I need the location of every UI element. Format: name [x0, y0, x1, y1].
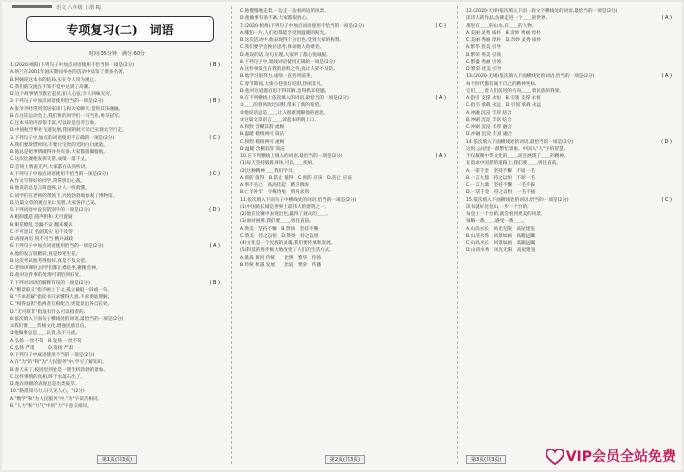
question-text [466, 8, 678, 255]
text-line: 1.(2020·绵阳)下列句子中加点词语使用不恰当的一项是(2分) [10, 63, 135, 68]
text-line: C.和煦 模棱两可 流畅 [240, 139, 285, 145]
text-line: A.指引 支撑 永恒 B.引领 支撑 永恒 [466, 96, 541, 101]
text-line: 在追求中国梦的道路上,我们要＿＿,勇往直前。 [466, 161, 561, 167]
text-line: D.一诺千金 持之以恒 一毛不拔 [466, 190, 536, 196]
text-line: (1)中国的长城是世界上最伟大的建筑之一。 [240, 204, 330, 210]
text-line: 领略一番＿＿,感受一番＿＿。 [466, 219, 528, 225]
text-line: A.粗制滥造 随声附和 无可置疑 [10, 215, 73, 221]
text-line: 9.下列句子中成语使用不当的一项是(2分) [10, 353, 95, 358]
text-line: ②他说话总是＿＿,让人很难理解他的意思。 [240, 110, 329, 116]
column-divider [457, 6, 458, 464]
text-line: A.哪怕一片,人们也都能享受到温暖的阳光。 [240, 30, 329, 36]
text-line: B.亡羊补牢 守株待兔 刻舟求剑 [240, 190, 309, 196]
text-line: C.冲刷 沉浸 丰厚 融合 [466, 125, 512, 130]
text-line: (1)每天坚持锻炼身体,可以＿＿疾病。 [240, 161, 317, 167]
text-line: 7.下列对词语的解释有误的一项是(2分) [10, 280, 90, 286]
text-line: 4.下列句子中加点词语使用不恰当的一项是(2分) [10, 171, 109, 177]
text-line: D.中国航空事业飞速发展,我国的航天员已实现太空行走。 [10, 128, 127, 134]
answer-mark: ( A ) [209, 243, 220, 250]
text-line: 13.(2020·无锡)依次填入下面横线处的词语,恰当的一项是(2分) [466, 74, 595, 80]
text-line: A.张爷爷经常到邻居家串门,和大家聊天,觉得其乐融融。 [10, 106, 124, 112]
text-line: A.他的发言很精彩,真是妙笔生花。 [10, 251, 81, 257]
text-line: B.他学习很努力,成绩一直名列前茅。 [240, 74, 315, 80]
text-line: A.和煦 含糊其辞 流畅 [240, 125, 285, 130]
text-line: A.在"为"的"和"为"人民服务"中,学习了解知识。 [10, 360, 107, 366]
text-line: B.温暖 模棱两可 简洁 [240, 132, 285, 138]
text-line: ①我们要＿＿传统文化,增强民族自信。 [10, 324, 90, 329]
answer-mark: ( C ) [661, 196, 672, 203]
text-line: A.一诺千金 坚持不懈 不屈一毛 [466, 168, 535, 174]
text-line: A."数学"和"为人民服务"中,"为"字读音相同。 [10, 396, 103, 402]
text-line: 这时,公园里一派繁忙景象。中国人"人"字的智慧, [466, 146, 566, 152]
text-line: A.美丽 灵秀 质朴 B.奇妙 秀丽 淳朴 [466, 30, 541, 36]
page-title: 专项复习(二) 词语 [66, 23, 174, 37]
text-line: A.挑战 黄河 传统 比例 繁华 传扬 [240, 255, 321, 261]
text-line: C.山高水长 风景如画 高瞻远瞩 [466, 241, 535, 246]
answer-mark: ( B ) [209, 62, 220, 68]
text-line: (2)他在比赛中表现出色,赢得了观众的＿＿。 [240, 212, 331, 217]
text-line: D.繁荣 优美 引导 [466, 67, 502, 72]
text-line: C.这件事情的真相,终于水落石出了。 [10, 374, 86, 380]
text-line: C.不可思议 名副其实 迫不及待 [10, 229, 73, 235]
text-line: 12.(2020·天津)依次填入下面一段文字横线处的词语,最恰当的一项是(2分) [466, 9, 618, 14]
text-line: D.他说的话,句句在理,大家听了都心悦诚服。 [240, 52, 331, 58]
page-footer: 第3页(共3页) [466, 455, 682, 464]
text-line: B.他总是把事情做得井井有条,大家都很佩服他。 [10, 150, 108, 155]
text-line: B.这次考试他考得很好,真是不负众望。 [10, 258, 90, 264]
text-line: ③这篇文章语言＿＿,读起来朗朗上口。 [240, 117, 320, 123]
text-line: B.这次活动中,他表现得十分出色,受到大家的称赞。 [240, 38, 345, 43]
title-box [26, 16, 214, 42]
text-line: A.纳兰在2001年国庆期间举办的活动中品鉴了诸多名著。 [10, 70, 128, 76]
text-line: B."不求甚解"指读书只求懂得大意,不求彻底理解。 [10, 295, 113, 300]
text-line: A.作文写得好的同学,常常别出心裁。 [10, 179, 85, 184]
text-line: D.这个故事情节跌宕起伏,扣人心弦,令人回味无穷。 [10, 92, 115, 97]
text-line: B.阿姨说这本书的结局,实在令人叹为观止。 [10, 77, 99, 83]
column-2 [234, 2, 456, 470]
answer-mark: ( C ) [435, 22, 446, 29]
column-1 [4, 2, 230, 470]
text-line: 2.下列句子中加点词语使用恰当的一项是(2分) [10, 99, 104, 105]
exam-sheet [2, 2, 682, 470]
text-line: D.他在班级的表现总是出类拔萃。 [10, 382, 80, 387]
text-line: C.赞美 持之以恒 D.赞扬 持之以恒 [240, 233, 319, 239]
text-line: D.他对这件事的处理可谓恰到好处。 [10, 273, 84, 279]
text-line: B.山清水秀 风景如画 高瞻远瞩 [466, 233, 535, 239]
text-line: ②他做事总是＿＿认真,从不马虎。 [10, 331, 80, 337]
text-line: B.眼花缭乱 急躁不安 翻来覆去 [10, 222, 73, 228]
text-line: C.这次比赛他发挥失常,成绩一落千丈。 [10, 157, 90, 163]
text-line: 14.依次填入下面横线处的词语,最恰当的一项是(2分) [466, 139, 574, 145]
heart-icon [546, 449, 564, 465]
text-line: 10."路遥知马力,日久见人心。"(2分) [10, 389, 85, 395]
text-line: B.一言九鼎 持之以恒 不屈一毛 [466, 175, 535, 181]
text-line: 它们＿＿着人们前进的方向,＿＿着民族的脊梁。 [466, 88, 564, 94]
text-line: (5)科技的进步极大地改变了人们的生活方式。 [240, 248, 334, 254]
answer-mark: ( B ) [209, 98, 220, 105]
text-line: 每个时代都有属于自己的精神坐标, [466, 81, 537, 87]
text-line: B."人力"和"力气"中的"力"字意义相同。 [10, 403, 92, 409]
text-line: D.这篇文章的观点见仁见智,大家各抒己见。 [10, 200, 100, 206]
answer-mark: ( C ) [209, 170, 220, 177]
text-line: 8.依次填入下面句子横线处的词语,最恰当的一项是(2分) [10, 316, 124, 322]
column-3 [460, 2, 682, 470]
page-footer: 第2页(共3页) [234, 455, 456, 464]
text-line: ①＿＿的春风吹过田野,带来了新的希望。 [240, 103, 324, 109]
text-line: D.温暖 含糊其辞 简洁 [240, 146, 285, 152]
text-line: (4)文化是一个民族的灵魂,我们要传承和发展。 [240, 241, 336, 246]
text-line: 8.下列句子中,划线词语使用正确的一项是(2分) [240, 59, 336, 65]
text-line: D.会场上鸦雀无声,大家都在认真听讲。 [10, 164, 90, 170]
text-line: 7.(2020·梧州)下列句子中加点词语使用不恰当的一项是(2分) [240, 23, 365, 29]
answer-mark: ( A ) [435, 153, 446, 159]
text-line: B.繁荣 秀美 引领 [466, 52, 502, 58]
answer-mark: ( A ) [435, 95, 446, 101]
text-line: B.传统 机遇 发展 比较 繁荣 传播 [240, 262, 322, 268]
text-line: A.山高水长 风光无限 高屋建瓴 [466, 226, 535, 232]
text-line: C.我们要学会换位思考,体谅他人的难处。 [240, 45, 325, 51]
text-line: C.一言九鼎 坚持不懈 一毛不拔 [466, 183, 535, 188]
text-line: B.他说话总是言简意赅,让人一听就懂。 [10, 186, 90, 192]
text-line: D.再接再厉 锐不可当 精兵减政 [10, 237, 74, 242]
text-line: 10.在下列横线上填入的词语,最恰当的一项是(2分) [240, 154, 343, 159]
answer-mark: ( B ) [209, 279, 220, 286]
text-line: (2)这种精神＿＿我们学习。 [240, 168, 298, 174]
header-tag: 语文 八年级 上册 RJ [56, 5, 101, 11]
text-line: D.他对这道题百思不得其解,急得抓耳挠腮。 [240, 88, 330, 94]
text-line: C.弘扬 严肃 D.发扬 严肃 [10, 345, 74, 351]
text-line: C.繁盛 秀丽 引领 [466, 59, 502, 65]
answer-mark: ( C ) [209, 134, 220, 141]
text-line: C.老师讲课时,同学们都正襟危坐,聚精会神。 [10, 266, 101, 271]
text-line: 5.下列词语中没有错别字的一项是(2分) [10, 208, 90, 213]
question-text [240, 8, 452, 269]
text-line: 11.依次填入下面句子中横线处的词语,恰当的一项是(2分) [240, 197, 357, 203]
column-divider [231, 6, 232, 464]
text-line: C.他慢慢地走着,一边走一边看两边的风景。 [240, 9, 329, 14]
text-line: A.事不关己 高高挂起 精卫填海 [240, 183, 309, 188]
text-line: 不仅凝聚中华文化的＿＿,而且展现了＿＿的精神。 [466, 154, 569, 159]
redaction-mark [12, 5, 52, 8]
text-line: D."无可厚非"指没有什么可以指责的。 [10, 309, 89, 315]
text-line: C.我们的交流在不知不觉中达到了高潮。 [10, 84, 93, 90]
text-line: D.山清水秀 风光无限 高屋建瓴 [466, 248, 536, 254]
page-footer: 第1页(共3页) [4, 455, 230, 464]
text-line: B.冲刷 沉淀 丰富 结合 [466, 117, 512, 123]
text-line: 读书就好比登山,一步一个台阶, [466, 204, 529, 210]
text-line: 3.下列句子中,加点的词语使用不正确的一项是(2分) [10, 135, 115, 141]
text-line: C.同学们在老师的带领下,兴致勃勃地参观了博物馆。 [10, 193, 118, 199]
text-line: A.预防 值得 B.防止 值得 C.预防 应该 D.防止 应该 [240, 175, 352, 181]
text-line: C.春节期间,大街小巷张灯结彩,热闹非凡。 [240, 81, 326, 87]
answer-mark: ( A ) [661, 15, 672, 22]
text-line: A."断章取义"指不顾上下文,孤立截取一段或一句。 [10, 287, 113, 293]
answer-mark: ( D ) [661, 138, 672, 145]
text-line: (3)面对困难,我们要＿＿,勇往直前。 [240, 219, 314, 225]
text-line: A.冲融 沉浸 丰厚 结合 [466, 110, 512, 116]
text-line: 那里有＿＿的山水,有＿＿的人物。 [466, 23, 537, 29]
text-line: C."相得益彰"指两者互相配合,更能显出各自长处。 [10, 302, 113, 308]
answer-mark: ( D ) [209, 207, 220, 213]
text-line: C.美丽 秀丽 淳朴 D.奇妙 灵秀 质朴 [466, 38, 542, 43]
text-line: A.这件事发生在我的意料之外,真让人猝不及防。 [240, 67, 338, 72]
text-line: A.我们要珍惜时间,不要让宝贵的光阴白白流逝。 [10, 142, 108, 148]
text-line: D.他做事有条不紊,大家都很放心。 [240, 16, 311, 22]
vip-watermark: VIP会员全站免费 [546, 446, 676, 466]
text-line: A.弘扬 一丝不苟 B.发扬 一丝不苟 [10, 338, 82, 344]
text-line: C.这本书的内容很丰富,可以说是包罗万象。 [10, 121, 99, 126]
text-line: 9.在下列横线上依次填入的词语,最恰当的一项是(2分) [240, 96, 349, 101]
answer-mark: ( A ) [661, 73, 672, 80]
text-line: 15.依次填入下面横线处的词语,恰当的一项是(2分) [466, 197, 569, 203]
text-line: C.指引 承载 永远 D.引领 承载 永远 [466, 103, 542, 109]
text-line: B.春天来了,校园里到处是一派生机勃勃的景象。 [10, 367, 108, 373]
question-text [10, 62, 226, 410]
text-line: 读诗人的作品,仿佛走进一个＿＿的世界, [466, 16, 548, 22]
text-line: 每登上一个台阶,就会看到更美的风景, [466, 212, 543, 217]
text-line: B.在这次运动会上,我们班的同学们一马当先,勇夺冠军。 [10, 113, 124, 119]
text-line: 6.下列句子中加点词语使用恰当的一项是(2分) [10, 244, 104, 250]
text-line: D.冲融 沉淀 丰富 融合 [466, 132, 513, 138]
text-line: A.繁华 优美 引导 [466, 45, 502, 51]
time-score-info: 时间:35分钟 满分:60分 [88, 51, 146, 57]
text-line: A.赞美 坚持不懈 B.赞扬 坚持不懈 [240, 226, 319, 232]
